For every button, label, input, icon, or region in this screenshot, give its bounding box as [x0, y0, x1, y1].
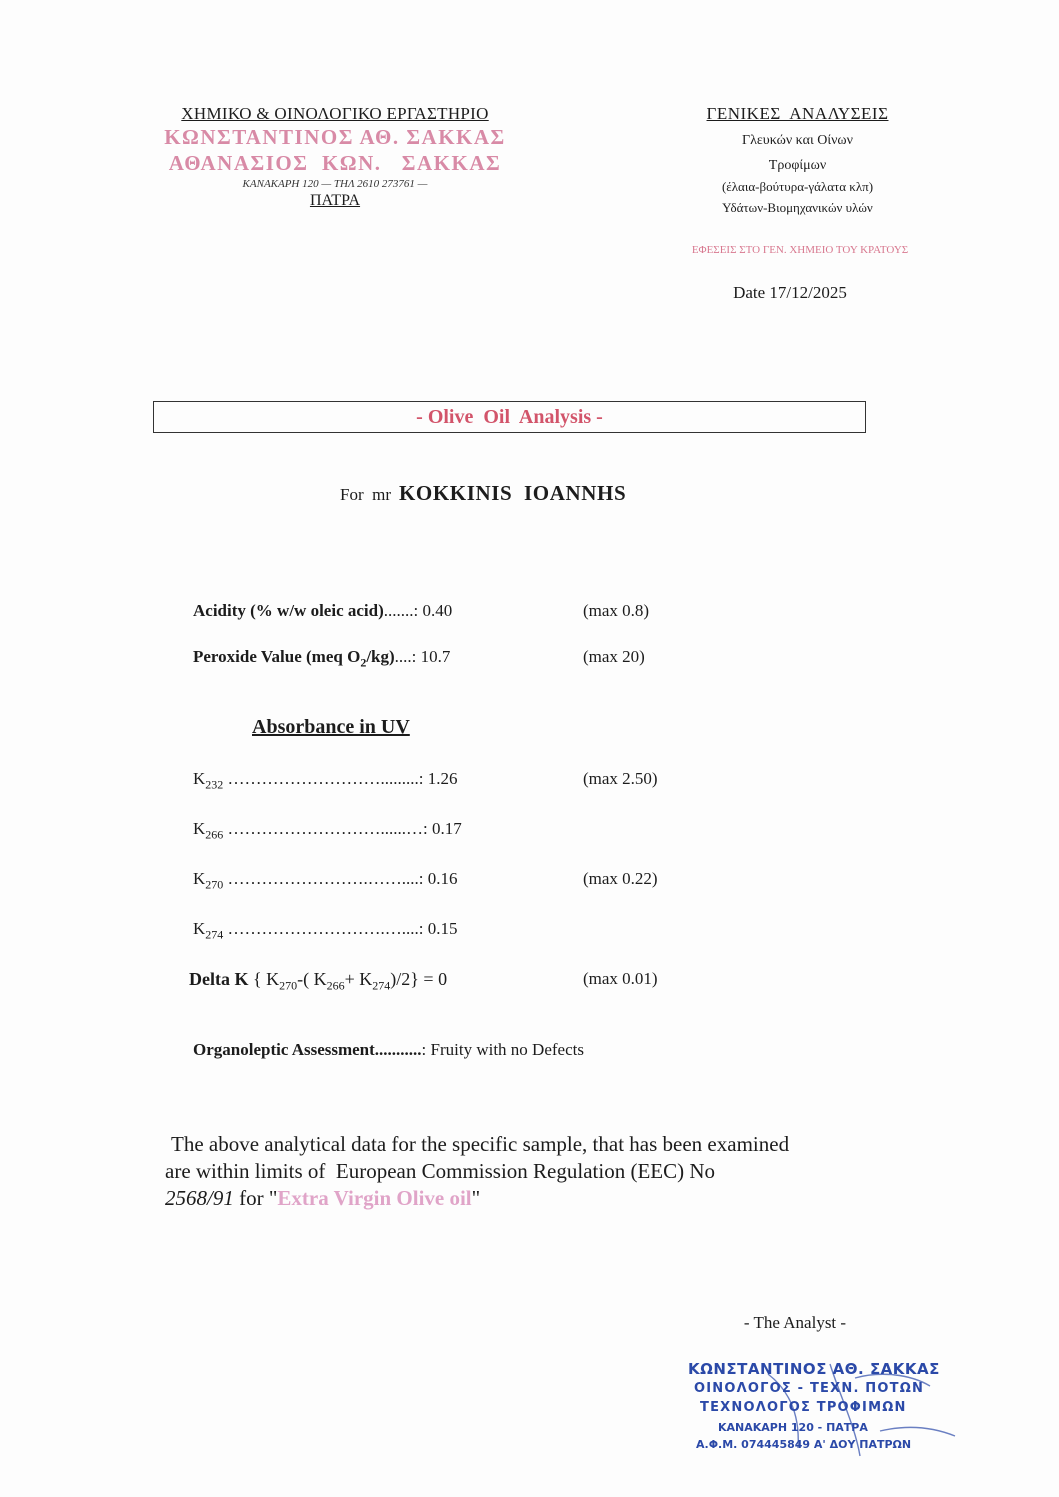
- k-subscript: 270: [205, 877, 224, 892]
- conclusion-text-4: ": [471, 1186, 481, 1210]
- lab-address: ΚΑΝΑΚΑΡΗ 120 — ΤΗΛ 2610 273761 —: [242, 178, 428, 190]
- lab-city: ΠΑΤΡΑ: [309, 192, 361, 209]
- k-value: : 0.15: [418, 919, 458, 938]
- k-value: : 0.17: [423, 819, 462, 838]
- conclusion-line-2: are within limits of European Commission Regulation (EEC) No: [165, 1159, 716, 1183]
- delta-k-label: Delta K: [189, 969, 249, 989]
- client-prefix: For mr: [340, 485, 391, 504]
- k-label: K: [193, 819, 206, 838]
- analyst-stamp: [680, 1356, 970, 1466]
- analyst-label: - The Analyst -: [743, 1313, 847, 1332]
- acidity-value: : 0.40: [413, 601, 453, 620]
- letterhead-left: [140, 104, 530, 210]
- peroxide-row: [193, 647, 450, 670]
- k-dots: ……………………….........: [227, 769, 419, 788]
- uv-row-k266: [193, 819, 462, 842]
- delta-sub-266: 266: [326, 978, 345, 993]
- lab-name: ΧΗΜΙΚΟ & ΟΙΝΟΛΟΓΙΚΟ ΕΡΓΑΣΤΗΡΙΟ: [181, 104, 489, 123]
- k-value: : 1.26: [418, 769, 458, 788]
- conclusion-text-3: for ": [233, 1186, 278, 1210]
- acidity-label: Acidity (% w/w oleic acid): [193, 601, 384, 620]
- uv-row-k232: [193, 769, 458, 792]
- k270-limit: (max 0.22): [583, 869, 658, 888]
- peroxide-label-sub: 2: [360, 655, 367, 670]
- acidity-dots: .......: [383, 601, 414, 620]
- peroxide-limit: (max 20): [583, 647, 645, 666]
- delta-close: )/2} = 0: [390, 969, 448, 989]
- client-line: [340, 481, 626, 506]
- k-subscript: 274: [205, 927, 224, 942]
- delta-sub-274: 274: [372, 978, 391, 993]
- delta-mid-1: -( K: [297, 969, 327, 989]
- delta-open: { K: [248, 969, 280, 989]
- k232-limit: (max 2.50): [583, 769, 658, 788]
- acidity-row: [193, 601, 452, 621]
- delta-k-limit: (max 0.01): [583, 969, 658, 988]
- owner-name-1: ΚΩΝΣΤΑΝΤΙΝΟΣ ΑΘ. ΣΑΚΚΑΣ: [164, 125, 506, 149]
- peroxide-value: : 10.7: [411, 647, 451, 666]
- appeals-note: ΕΦΕΣΕΙΣ ΣΤΟ ΓΕΝ. ΧΗΜΕΙΟ ΤΟΥ ΚΡΑΤΟΥΣ: [691, 244, 909, 256]
- services-title: ΓΕΝΙΚΕΣ ΑΝΑΛΥΣΕΙΣ: [706, 104, 889, 123]
- organoleptic-dots: ...........: [374, 1040, 422, 1059]
- report-date: Date 17/12/2025: [733, 283, 847, 302]
- k-value: : 0.16: [418, 869, 458, 888]
- uv-row-k274: [193, 919, 458, 942]
- peroxide-label-b: /kg): [366, 647, 395, 666]
- uv-section-title: Absorbance in UV: [252, 716, 410, 738]
- letterhead-right: [650, 104, 945, 218]
- stamp-line-1: ΚΩΝΣΤΑΝΤΙΝΟΣ ΑΘ. ΣΑΚΚΑΣ: [688, 1360, 940, 1378]
- conclusion-line-1: The above analytical data for the specific sample, that has been examined: [171, 1132, 790, 1156]
- k-label: K: [193, 919, 206, 938]
- peroxide-dots: ....: [394, 647, 412, 666]
- client-name: KOKKINIS IOANNHS: [399, 481, 627, 505]
- stamp-line-5: Α.Φ.Μ. 074445849 Α' ΔΟΥ ΠΑΤΡΩΝ: [696, 1438, 912, 1451]
- uv-row-k270: [193, 869, 458, 892]
- delta-sub-270: 270: [279, 978, 298, 993]
- organoleptic-label: Organoleptic Assessment: [193, 1040, 375, 1059]
- peroxide-label-a: Peroxide Value (meq O: [193, 647, 361, 666]
- k-dots: ……………………….…....: [227, 919, 419, 938]
- stamp-line-2: ΟΙΝΟΛΟΓΟΣ - ΤΕΧΝ. ΠΟΤΩΝ: [694, 1381, 925, 1396]
- k-subscript: 266: [205, 827, 224, 842]
- delta-mid-2: + K: [344, 969, 373, 989]
- k-dots: …………………….……....: [227, 869, 419, 888]
- stamp-line-4: ΚΑΝΑΚΑΡΗ 120 - ΠΑΤΡΑ: [718, 1421, 868, 1434]
- acidity-limit: (max 0.8): [583, 601, 650, 620]
- owner-name-2: ΑΘΑΝΑΣΙΟΣ ΚΩΝ. ΣΑΚΚΑΣ: [168, 151, 502, 175]
- service-item: (έλαια-βούτυρα-γάλατα κλπ): [721, 179, 874, 194]
- service-item: Τροφίμων: [768, 158, 827, 173]
- regulation-number: 2568/91: [165, 1186, 234, 1210]
- organoleptic-value: : Fruity with no Defects: [421, 1040, 584, 1059]
- service-item: Υδάτων-Βιομηχανικών υλών: [722, 200, 873, 215]
- service-item: Γλευκών και Οίνων: [742, 133, 853, 148]
- conclusion-paragraph: [165, 1131, 885, 1212]
- report-title: - Olive Oil Analysis -: [416, 406, 603, 428]
- k-label: K: [193, 769, 206, 788]
- k-subscript: 232: [205, 777, 224, 792]
- stamp-line-3: ΤΕΧΝΟΛΟΓΟΣ ΤΡΟΦΙΜΩΝ: [700, 1400, 907, 1415]
- organoleptic-row: [193, 1040, 584, 1060]
- k-label: K: [193, 869, 206, 888]
- report-title-box: [153, 401, 866, 433]
- delta-k-row: [189, 969, 447, 994]
- olive-oil-grade: Extra Virgin Olive oil: [277, 1186, 472, 1210]
- conclusion-line-3: [165, 1185, 885, 1212]
- k-dots: ………………………......…: [227, 819, 424, 838]
